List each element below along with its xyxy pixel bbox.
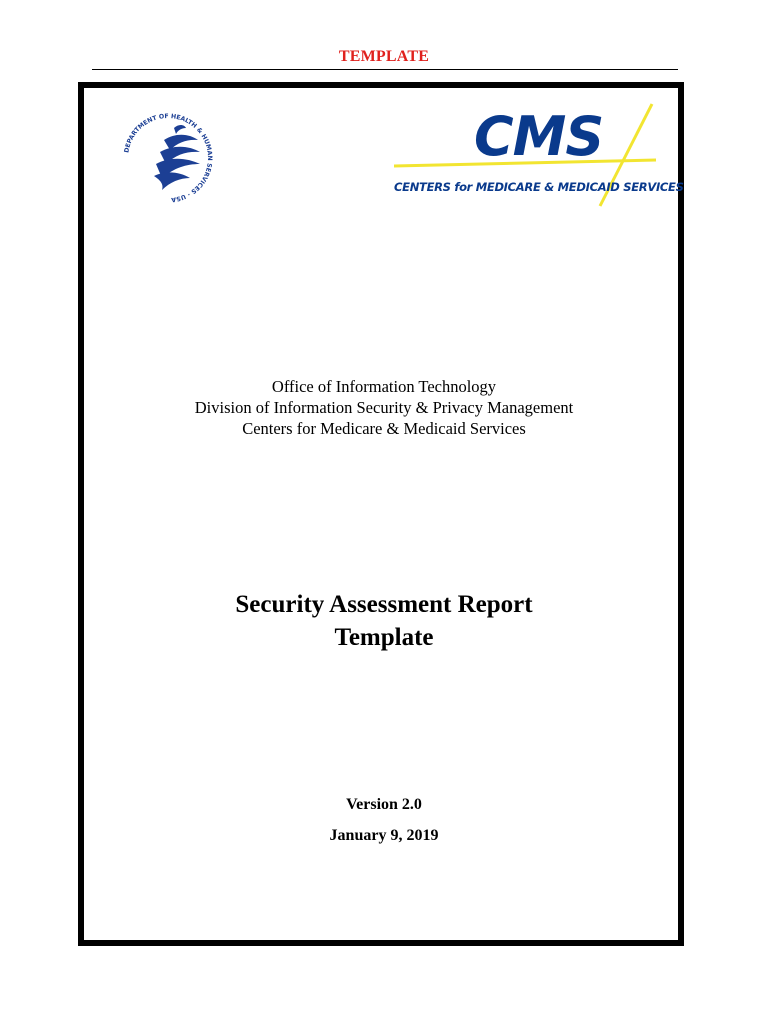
document-title xyxy=(0,588,768,654)
version-label: Version 2.0 xyxy=(346,796,422,813)
header-rule xyxy=(92,69,678,70)
title-line-1: Security Assessment Report xyxy=(235,591,533,618)
document-meta xyxy=(0,794,768,847)
hhs-seal-logo xyxy=(118,106,218,210)
organization-block xyxy=(0,376,768,439)
agency-name: Centers for Medicare & Medicaid Services xyxy=(242,419,526,438)
template-label: TEMPLATE xyxy=(338,48,430,65)
hhs-seal-ring-text: DEPARTMENT OF HEALTH & HUMAN SERVICES · USA xyxy=(123,112,214,203)
cms-logo-tagline: CENTERS for MEDICARE & MEDICAID SERVICES xyxy=(394,180,684,194)
division-name: Division of Information Security & Privacy Management xyxy=(194,398,574,417)
cms-logo-letters: CMS xyxy=(474,105,604,168)
office-name: Office of Information Technology xyxy=(271,377,497,396)
date-label: January 9, 2019 xyxy=(329,827,439,844)
hhs-eagle-seal-icon xyxy=(118,106,218,210)
title-line-2: Template xyxy=(334,624,434,651)
